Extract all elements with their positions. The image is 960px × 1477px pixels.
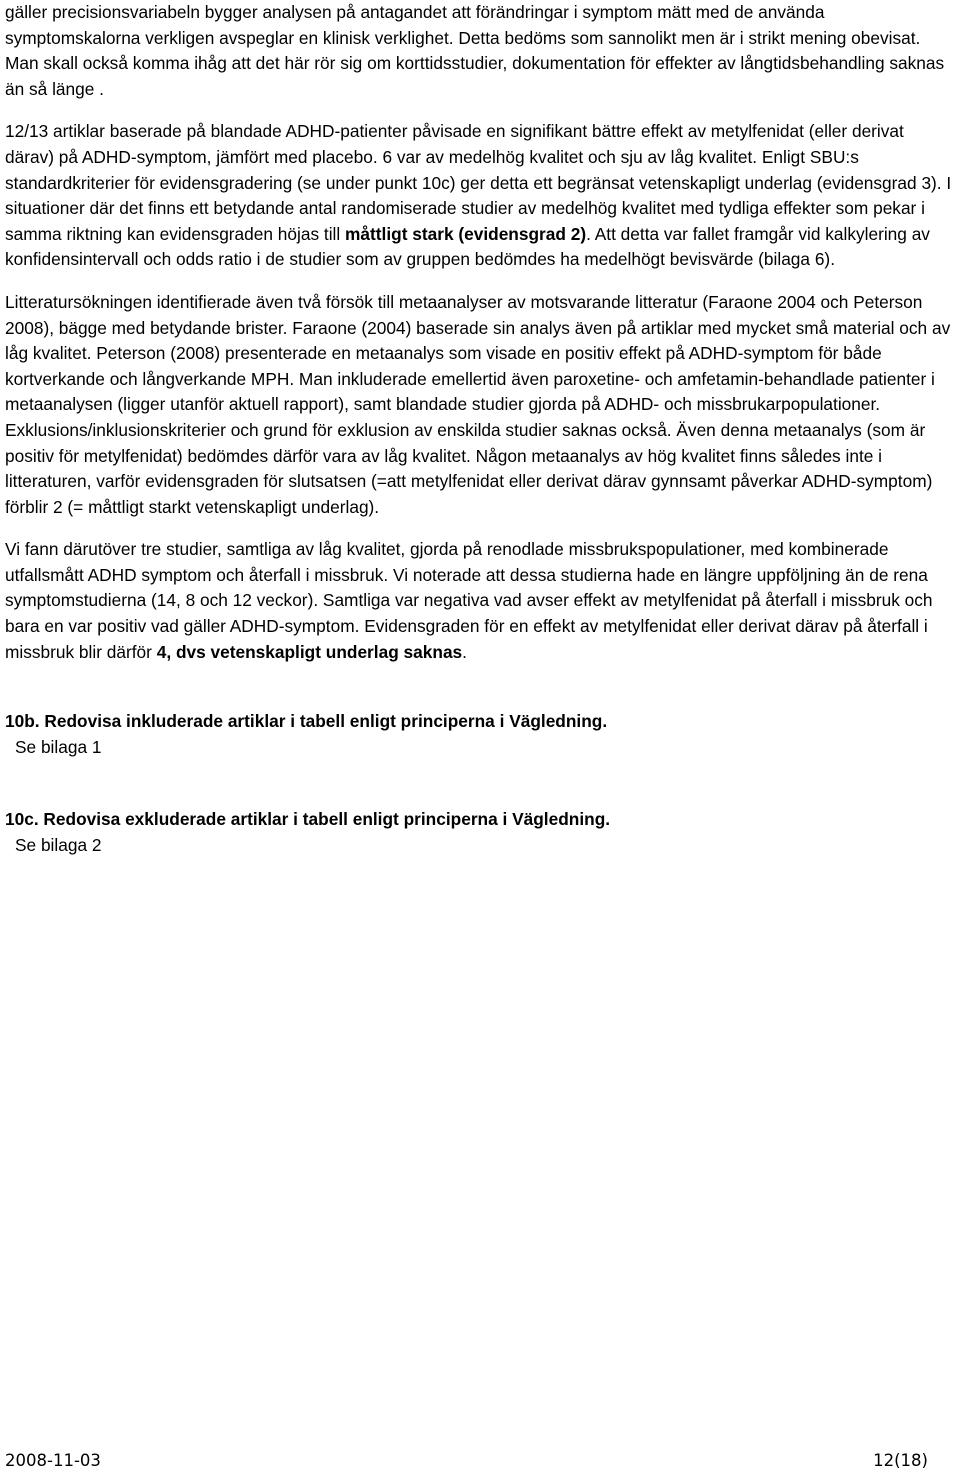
paragraph-meta-analyses: Litteratursökningen identifierade även två försök till metaanalyser av motsvarande litteratur (Faraone 2004 och Peterson 2008), bägge med betydande brister. Faraone (2004) baserade sin analys även på artiklar med mycket små material och av låg kvalitet. Peterson (2008) presenterade en metaanalys som visade en positiv effekt på ADHD-symptom för både kortverkande och långverkande MPH. Man inkluderade emellertid även paroxetine- och amfetamin-behandlade patienter i metaanalysen (ligger utanför aktuell rapport), samt blandade studier gjorda på ADHD- och missbrukarpopulationer. Exklusions/inklusionskriterier och grund för exklusion av enskilda studier saknas också. Även denna metaanalys (som är positiv för metylfenidat) bedömdes därför vara av låg kvalitet. Någon metaanalys av hög kvalitet finns således inte i litteraturen, varför evidensgraden för slutsatsen (=att metylfenidat eller derivat därav gynnsamt påverkar ADHD-symptom) förblir 2 (= måttligt starkt vetenskapligt underlag). xyxy=(5,291,951,517)
paragraph-precision: gäller precisionsvariabeln bygger analysen på antagandet att förändringar i symptom mätt med de använda symptomskalorna verkligen avspeglar en klinisk verklighet. Detta bedöms som sannolikt men är i strikt mening obevisat. Man skall också komma ihåg att det här rör sig om korttidsstudier, dokumentation för effekter av långtidsbehandling saknas än så länge . xyxy=(5,2,945,99)
paragraph-evidence-text-1: 12/13 artiklar baserade på blandade ADHD-patienter påvisade en signifikant bättre effekt av metylfenidat (eller derivat därav) på ADHD-symptom, jämfört med placebo. 6 var av medelhög kvalitet och sju av låg kvalitet. Enligt SBU:s standardkriterier för evidensgradering (se under punkt 10c) ger detta ett begränsat vetenskapligt underlag (evidensgrad 3). I situationer där det finns ett betydande antal randomiserade studier av medelhög kvalitet med tydliga effekter som pekar i samma riktning kan evidensgraden höjas till xyxy=(5,121,952,244)
section-10c-heading: 10c. Redovisa exkluderade artiklar i tabell enligt principerna i Vägledning. xyxy=(5,809,611,830)
footer-page-number: 12(18) xyxy=(873,1451,928,1470)
paragraph-substance-abuse xyxy=(5,537,955,665)
section-10b-heading: 10b. Redovisa inkluderade artiklar i tabell enligt principerna i Vägledning. xyxy=(5,711,608,732)
paragraph-substance-bold: 4, dvs vetenskapligt underlag saknas xyxy=(156,641,463,662)
section-10b-reference: Se bilaga 1 xyxy=(15,736,102,757)
footer-date: 2008-11-03 xyxy=(5,1451,101,1470)
document-body xyxy=(5,0,955,859)
paragraph-evidence xyxy=(5,119,955,273)
paragraph-substance-text-2: . xyxy=(462,641,467,662)
paragraph-evidence-text-2: . Att detta var fallet framgår vid kalkylering av konfidensintervall och odds ratio i de studier som av gruppen bedömdes ha medelhögt bevisvärde (bilaga 6). xyxy=(5,223,930,270)
section-10c-reference: Se bilaga 2 xyxy=(15,835,102,856)
paragraph-evidence-bold: måttligt stark (evidensgrad 2) xyxy=(345,223,587,244)
paragraph-substance-text-1: Vi fann därutöver tre studier, samtliga av låg kvalitet, gjorda på renodlade missbrukspopulationer, med kombinerade utfallsmått ADHD symptom och återfall i missbruk. Vi noterade att dessa studierna hade en längre uppföljning än de rena symptomstudierna (14, 8 och 12 veckor). Samtliga var negativa vad avser effekt av metylfenidat på återfall i missbruk och bara en var positiv vad gäller ADHD-symptom. Evidensgraden för en effekt av metylfenidat eller derivat därav på återfall i missbruk blir därför xyxy=(5,539,933,662)
